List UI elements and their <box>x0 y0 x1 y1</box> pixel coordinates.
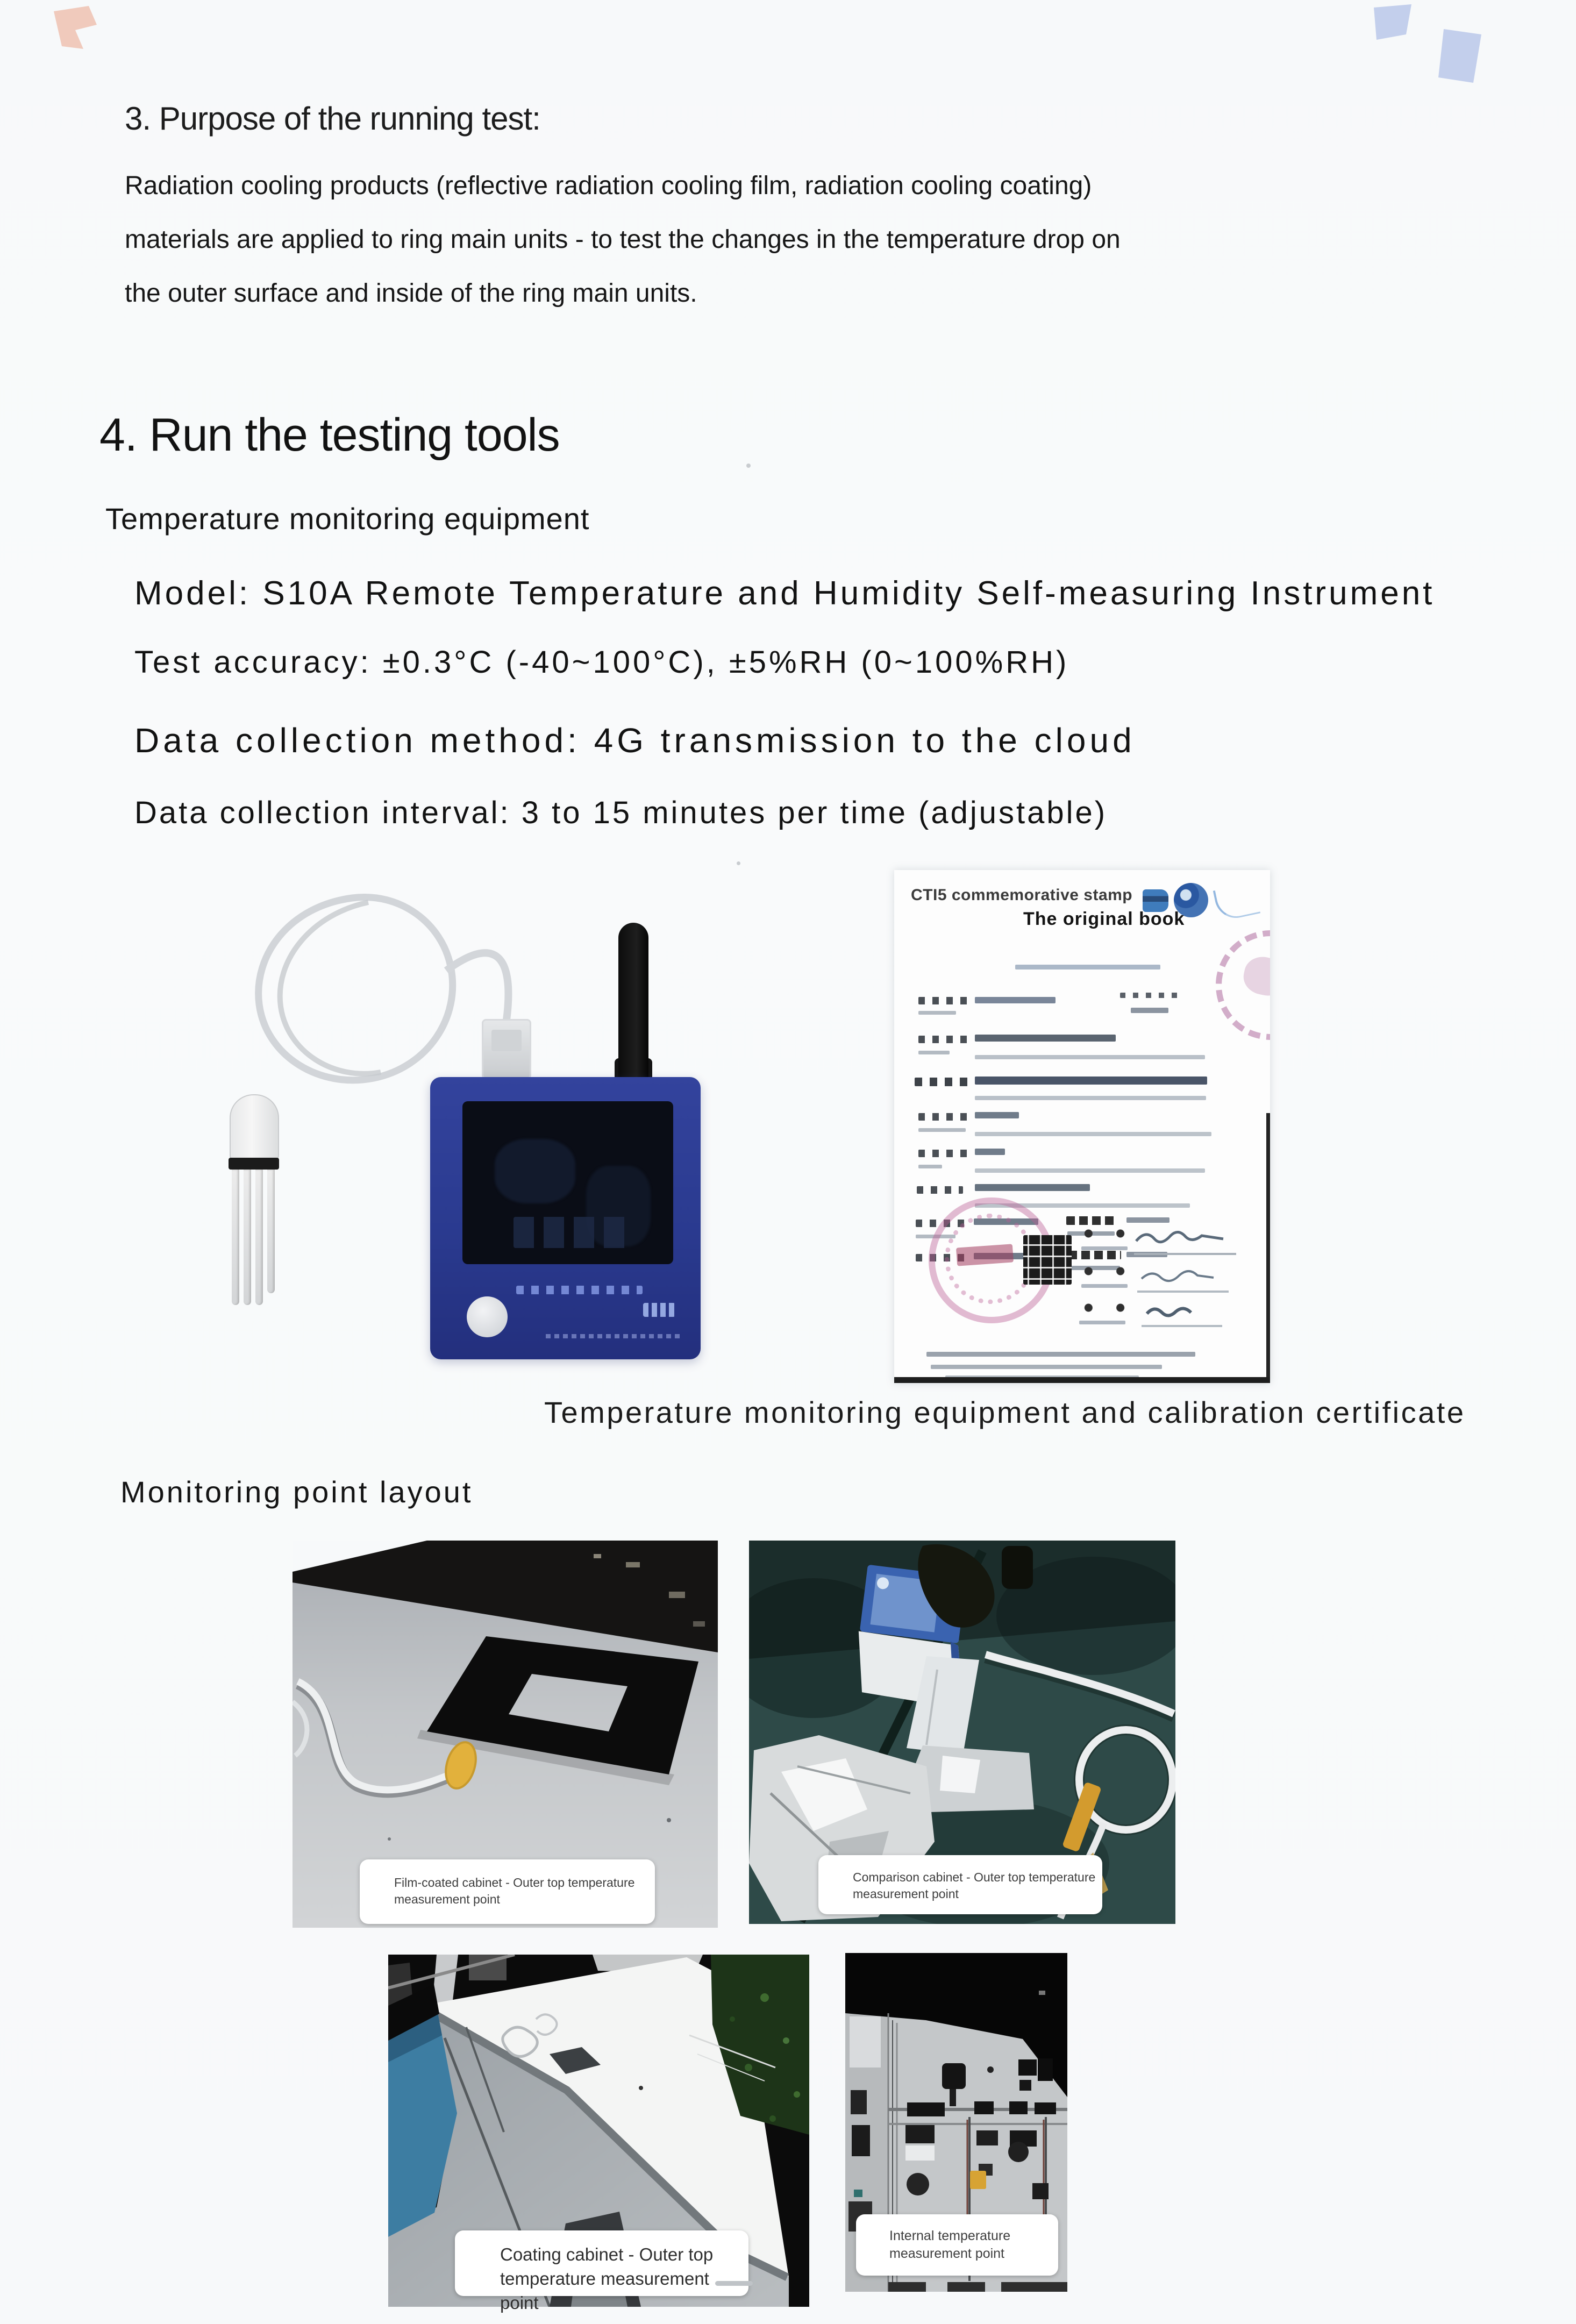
figure-caption: Temperature monitoring equipment and calibration certificate <box>544 1395 1466 1429</box>
spec-model: Model: S10A Remote Temperature and Humidity Self-measuring Instrument <box>134 575 1435 612</box>
scan-smudge <box>715 2281 753 2286</box>
certificate-title: The original book <box>1023 909 1185 929</box>
scan-speck <box>746 464 751 468</box>
device-button <box>467 1296 508 1337</box>
certificate-scan-edge-bottom <box>894 1377 1270 1383</box>
section4-heading: 4. Run the testing tools <box>99 409 560 461</box>
spec-method: Data collection method: 4G transmission to the cloud <box>134 721 1136 760</box>
spec-interval: Data collection interval: 3 to 15 minutes per time (adjustable) <box>134 795 1108 830</box>
monitoring-heading: Monitoring point layout <box>120 1475 473 1509</box>
caption-coating: Coating cabinet - Outer top temperature measurement point <box>455 2230 748 2296</box>
device-label-text <box>516 1286 643 1294</box>
humidity-probe <box>229 1094 280 1315</box>
usb-plug <box>482 1019 531 1079</box>
section3-body: Radiation cooling products (reflective radiation cooling film, radiation cooling coating) materials are applied to ring main units - to test the changes in the temperature drop on the outer surface and inside of the ring main units. <box>125 172 1121 308</box>
antenna-icon <box>618 923 648 1084</box>
handwritten-signatures <box>1131 1225 1249 1332</box>
caption-film-coated: Film-coated cabinet - Outer top temperature measurement point <box>360 1859 655 1924</box>
caption-internal: Internal temperature measurement point <box>856 2214 1058 2276</box>
pink-edge-stamp-icon <box>1206 920 1270 1050</box>
qr-code-icon <box>1023 1235 1072 1285</box>
section4-subheading: Temperature monitoring equipment <box>105 502 590 536</box>
calibration-certificate <box>894 870 1270 1383</box>
cert-logo-signature-icon <box>1213 882 1261 922</box>
certificate-header: CTI5 commemorative stamp <box>911 886 1133 904</box>
device-logo-icon <box>643 1303 675 1317</box>
scan-speck <box>737 861 740 865</box>
device-screen <box>462 1101 673 1264</box>
device-microtext <box>546 1334 683 1338</box>
corner-mark-red-icon <box>51 3 102 52</box>
certificate-scan-edge-right <box>1266 1113 1270 1383</box>
caption-comparison: Comparison cabinet - Outer top temperature measurement point <box>818 1855 1102 1914</box>
temperature-logger-device <box>430 1077 701 1359</box>
spec-accuracy: Test accuracy: ±0.3°C (-40~100°C), ±5%RH (0~100%RH) <box>134 645 1069 680</box>
section3-heading: 3. Purpose of the running test: <box>125 101 540 137</box>
corner-mark-blue-icon <box>1368 2 1492 94</box>
